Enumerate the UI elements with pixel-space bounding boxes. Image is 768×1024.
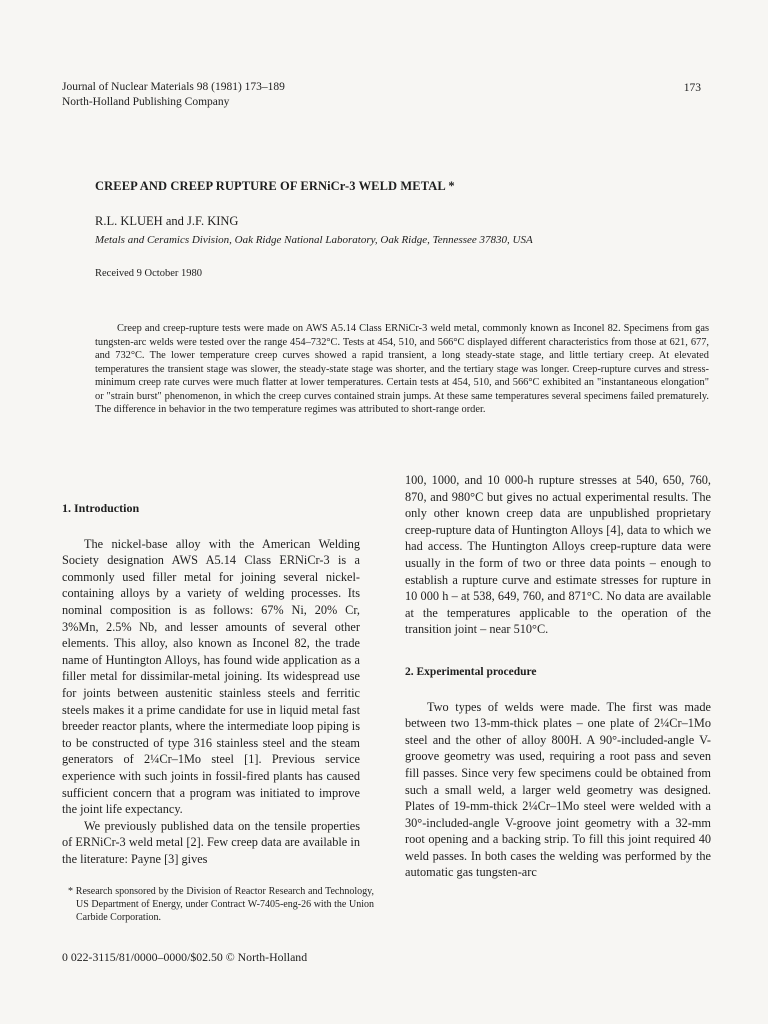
copyright-line: 0 022-3115/81/0000–0000/$02.50 © North-Holland [62,950,308,964]
paragraph: The nickel-base alloy with the American Welding Society designation AWS A5.14 Class ERNiCr-3 is a commonly used filler metal for joining several nickel-containing alloys by a variety of welding processes. Its nominal composition is as follows: 67% Ni, 20% Cr, 3%Mn, 2.5% Nb, and lesser amounts of several other elements. This alloy, also known as Inconel 82, the trade name of Huntington Alloys, has found wide application as a filler metal for dissimilar-metal joining. Its widespread use for joints between austenitic stainless steels and ferritic steels makes it a prime candidate for use in liquid metal fast breeder reactor plants, where the intermediate loop piping is to be constructed of type 316 stainless steel and the steam generators of 2¼Cr–1Mo steel [1]. Previous service experience with such joints in fossil-fired plants has caused sufficient concern that a program was initiated to improve the joint life expectancy. [62,536,360,817]
section-heading-introduction: 1. Introduction [62,501,140,515]
left-column [62,500,360,867]
journal-name: Journal of Nuclear Materials 98 (1981) 173–189 [62,81,285,93]
right-column [405,472,711,881]
journal-citation [62,80,285,110]
paragraph: Two types of welds were made. The first was made between two 13-mm-thick plates – one plate of 2¼Cr–1Mo steel and the other of alloy 800H. A 90°-included-angle V-groove geometry was used, requiring a root pass and seven fill passes. Since very few specimens could be obtained from such a small weld, a larger weld geometry was designed. Plates of 19-mm-thick 2¼Cr–1Mo steel were welded with a 30°-included-angle V-groove joint geometry with a 32-mm root opening and a backing strip. To fill this joint required 40 weld passes. In both cases the welding was performed by the automatic gas tungsten-arc [405,699,711,880]
paragraph: We previously published data on the tensile properties of ERNiCr-3 weld metal [2]. Few creep data are available in the literature: Payne [3] gives [62,818,360,866]
publisher: North-Holland Publishing Company [62,96,230,108]
section-heading-experimental: 2. Experimental procedure [405,665,537,678]
footnote: * Research sponsored by the Division of Reactor Research and Technology, US Department of Energy, under Contract W-7405-eng-26 with the Union Carbide Corporation. [68,886,374,923]
paragraph: 100, 1000, and 10 000-h rupture stresses at 540, 650, 760, 870, and 980°C but gives no actual experimental results. The only other known creep data are unpublished proprietary creep-rupture data of Huntington Alloys [4], data to which we had access. The Huntington Alloys creep-rupture data were usually in the form of two or three data points – enough to establish a rupture curve and estimate stresses for rupture in 10 000 h – at 538, 649, 760, and 871°C. No data are available at the temperatures applicable to the operation of the transition joint – near 510°C. [405,473,711,637]
paper-title: CREEP AND CREEP RUPTURE OF ERNiCr-3 WELD METAL * [95,179,455,193]
received-date: Received 9 October 1980 [95,268,203,279]
authors: R.L. KLUEH and J.F. KING [95,214,239,228]
abstract: Creep and creep-rupture tests were made on AWS A5.14 Class ERNiCr-3 weld metal, commonly known as Inconel 82. Specimens from gas tungsten-arc welds were tested over the range 454–732°C. Tests at 454, 510, and 566°C displayed different characteristics from those at 621, 677, and 732°C. The lower temperature creep curves showed a rapid transient, a long steady-state stage, and little tertiary creep. At elevated temperatures the transient stage was slower, the steady-state stage was shorter, and the tertiary stage was longer. Creep-rupture curves and stress-minimum creep rate curves were much flatter at lower temperatures. Certain tests at 454, 510, and 566°C exhibited an "instantaneous elongation" or "strain burst" phenomenon, in which the creep curves contained strain jumps. At these same temperatures several specimens failed prematurely. The difference in behavior in the two temperature regimes was attributed to short-range order. [95,323,709,415]
page-number: 173 [683,82,701,94]
affiliation: Metals and Ceramics Division, Oak Ridge National Laboratory, Oak Ridge, Tennessee 37830, USA [95,234,533,246]
